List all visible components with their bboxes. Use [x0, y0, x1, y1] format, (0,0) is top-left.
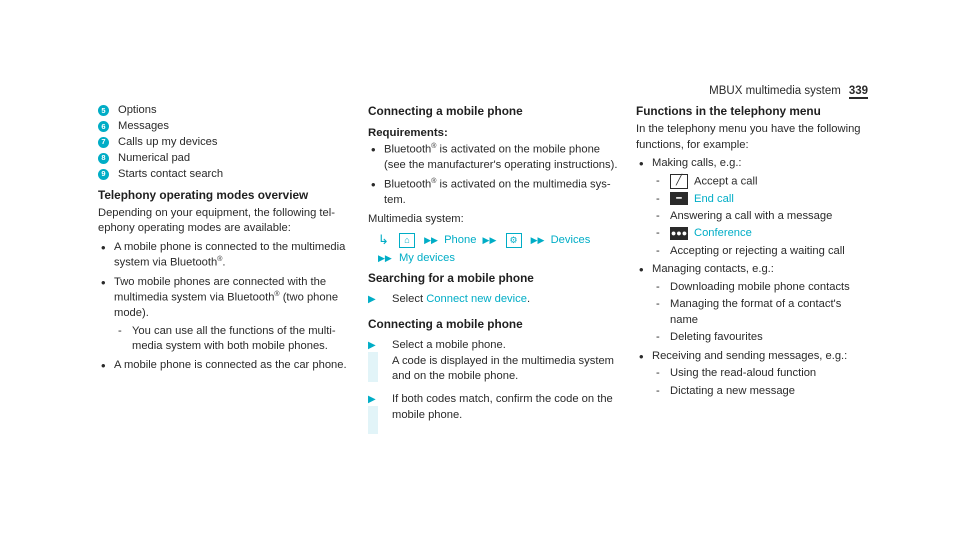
home-icon: ⌂	[399, 233, 415, 248]
ms-label: Multimedia system:	[368, 213, 464, 226]
double-chevron-icon: ▶▶	[482, 234, 497, 245]
path-phone: Phone	[444, 233, 477, 246]
settings-icon: ⚙	[506, 233, 522, 248]
page-number: 339	[848, 85, 868, 97]
instruction-step: ▶ Select a mobile phone. A code is displayed in the multimedia system and on the mobile phone.	[368, 339, 614, 383]
left-column	[98, 103, 356, 376]
double-chevron-icon: ▶▶	[530, 234, 545, 245]
conference-icon: ●●●	[670, 228, 688, 239]
legend-item: 8 Numerical pad	[98, 151, 356, 166]
callout-number: 8	[98, 153, 109, 164]
step-arrow-icon: ▶	[368, 294, 376, 306]
mode-item: • Two mobile phones are connected with the multimedia system via Bluetooth® (two phone mode). - You can use all the functions of the multimedia system with both mobile phones.	[98, 275, 356, 355]
step-arrow-icon: ▶	[368, 394, 376, 406]
instruction-step: ▶ If both codes match, confirm the code on the mobile phone.	[368, 392, 620, 423]
section-heading: Connecting a mobile phone	[368, 104, 523, 118]
legend-item: 7 Calls up my devices	[98, 135, 356, 150]
legend-item: 6 Messages	[98, 119, 356, 134]
function-item: • Making calls, e.g.: - ╱ Accept a call - ━ End call - Answering a call with a message - ●●● Conference - Accepting or rejecting a waiting call	[636, 156, 872, 259]
path-devices: Devices	[550, 233, 591, 246]
requirement-item: • Bluetooth® is activated on the multimedia system.	[368, 177, 620, 209]
right-column	[636, 103, 872, 402]
instruction-step: ▶ Select Connect new device.	[368, 293, 531, 306]
connect-new-device-link: Connect new device	[426, 293, 527, 306]
requirement-item: • Bluetooth® is activated on the mobile phone (see the manufacturer's operating instructions).	[368, 142, 620, 174]
function-item: • Receiving and sending messages, e.g.: - Using the read-aloud function - Dictating a new message	[636, 349, 872, 399]
menu-path	[378, 231, 620, 266]
callout-number: 5	[98, 105, 109, 116]
function-item: • Managing contacts, e.g.: - Downloading mobile phone contacts - Managing the format of a contact's name - Deleting favourites	[636, 262, 872, 345]
double-chevron-icon: ▶▶	[378, 252, 392, 263]
mode-item: • A mobile phone is connected to the multimedia system via Bluetooth®.	[98, 240, 356, 272]
phone-accept-icon: ╱	[670, 174, 688, 189]
section-heading: Telephony operating modes overview	[98, 187, 309, 202]
legend-item: 5 Options	[98, 103, 356, 118]
manual-title: MBUX multimedia system	[709, 85, 841, 97]
functions-intro: In the telephony menu you have the following functions, for example:	[636, 123, 861, 151]
page-header	[709, 84, 868, 100]
path-my-devices: My devices	[398, 251, 455, 264]
section-heading: Functions in the telephony menu	[636, 104, 821, 118]
callout-number: 9	[98, 169, 109, 180]
section-heading: Searching for a mobile phone	[368, 271, 534, 286]
mode-subitem: - You can use all the functions of the multimedia system with both mobile phones.	[118, 324, 336, 353]
path-arrow-icon: ↳	[378, 231, 389, 247]
modes-intro: Depending on your equipment, the following telephony operating modes are available:	[98, 207, 335, 235]
section-heading: Connecting a mobile phone	[368, 316, 523, 331]
requirements-heading: Requirements:	[368, 127, 448, 140]
callout-number: 7	[98, 137, 109, 148]
double-chevron-icon: ▶▶	[424, 234, 438, 245]
step-arrow-icon: ▶	[368, 340, 376, 352]
callout-number: 6	[98, 121, 109, 132]
legend-item: 9 Starts contact search	[98, 167, 356, 182]
phone-end-icon: ━	[670, 192, 688, 205]
mode-item: • A mobile phone is connected as the car phone.	[98, 358, 356, 373]
middle-column	[368, 103, 620, 423]
